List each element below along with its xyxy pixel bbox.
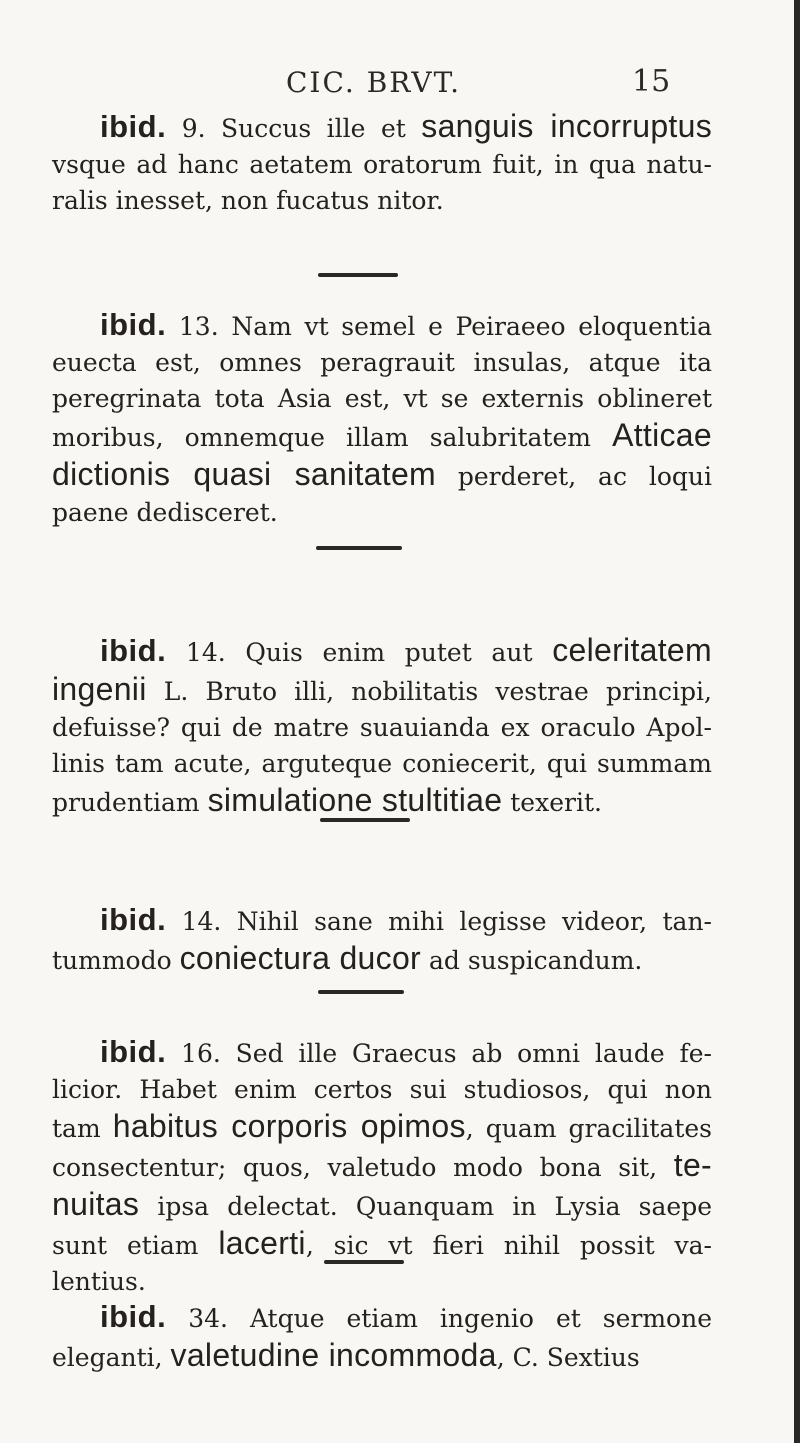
text-run: consectentur; quos, valetudo modo bona sit, xyxy=(52,1153,674,1182)
emphasized-phrase: lacerti xyxy=(218,1225,306,1261)
text-run: texerit. xyxy=(502,788,602,817)
running-title: CIC. BRVT. xyxy=(286,66,462,99)
text-run: , C. Sextius xyxy=(496,1343,640,1372)
text-line xyxy=(52,456,712,495)
text-line xyxy=(52,632,712,671)
reference-label: ibid. xyxy=(100,1034,167,1069)
text-run: 13. Nam vt semel e Peiraeeo eloquentia xyxy=(166,312,712,341)
text-line xyxy=(52,1034,712,1072)
text-run: 16. Sed ille Graecus ab omni laude fe- xyxy=(166,1039,712,1068)
text-line xyxy=(52,710,712,746)
page-header xyxy=(0,66,800,106)
text-run: eleganti, xyxy=(52,1343,171,1372)
reference-label: ibid. xyxy=(100,307,167,342)
emphasized-phrase: celeritatem xyxy=(552,632,712,668)
page-number: 15 xyxy=(632,64,671,99)
text-run: 14. Nihil sane mihi legisse videor, tan- xyxy=(166,907,712,936)
text-line xyxy=(52,1072,712,1108)
reference-label: ibid. xyxy=(100,902,167,937)
text-run: peregrinata tota Asia est, vt se externis oblineret xyxy=(52,384,712,413)
text-run: lentius. xyxy=(52,1267,146,1296)
text-line xyxy=(52,782,712,821)
reference-label: ibid. xyxy=(100,109,167,144)
text-run: , quam gracilitates xyxy=(465,1114,712,1143)
text-line xyxy=(52,307,712,345)
emphasized-phrase: nuitas xyxy=(52,1186,140,1222)
reference-label: ibid. xyxy=(100,1299,167,1334)
citation-entry xyxy=(52,108,712,219)
text-run: linis tam acute, arguteque coniecerit, qui summam xyxy=(52,749,712,778)
text-line xyxy=(52,183,712,219)
text-line xyxy=(52,1147,712,1186)
text-run: L. Bruto illi, nobilitatis vestrae principi, xyxy=(146,677,712,706)
separator-rule xyxy=(318,990,404,994)
separator-rule xyxy=(324,1260,404,1264)
text-run: defuisse? qui de matre suauianda ex oraculo Apol- xyxy=(52,713,712,742)
text-run: moribus, omnemque illam salubritatem xyxy=(52,423,613,452)
separator-rule xyxy=(316,546,402,550)
citation-entry xyxy=(52,902,712,979)
text-line xyxy=(52,1225,712,1264)
emphasized-phrase: ingenii xyxy=(52,671,147,707)
text-run: ralis inesset, non fucatus nitor. xyxy=(52,186,444,215)
text-line xyxy=(52,147,712,183)
emphasized-phrase: sanguis incorruptus xyxy=(421,108,713,144)
text-run: ad suspicandum. xyxy=(421,946,643,975)
citation-entry xyxy=(52,1299,712,1376)
text-line xyxy=(52,108,712,147)
reference-label: ibid. xyxy=(100,633,167,668)
emphasized-phrase: simulatione stultitiae xyxy=(207,782,503,818)
text-run: prudentiam xyxy=(52,788,208,817)
text-run: 34. Atque etiam ingenio et sermone xyxy=(166,1304,712,1333)
text-line xyxy=(52,1108,712,1147)
emphasized-phrase: habitus corporis opimos xyxy=(112,1108,466,1144)
text-run: perderet, ac loqui xyxy=(436,462,712,491)
text-run: 14. Quis enim putet aut xyxy=(166,638,553,667)
page-edge-shadow xyxy=(794,0,800,1443)
text-run: sunt etiam xyxy=(52,1231,219,1260)
emphasized-phrase: te- xyxy=(673,1147,712,1183)
emphasized-phrase: dictionis quasi sanitatem xyxy=(52,456,436,492)
text-run: euecta est, omnes peragrauit insulas, atque ita xyxy=(52,348,712,377)
text-run: tummodo xyxy=(52,946,180,975)
text-run: vsque ad hanc aetatem oratorum fuit, in qua natu- xyxy=(52,150,712,179)
text-line xyxy=(52,1337,712,1376)
text-line xyxy=(52,345,712,381)
text-line xyxy=(52,1186,712,1225)
text-run: licior. Habet enim certos sui studiosos, qui non xyxy=(52,1075,712,1104)
citation-entry xyxy=(52,632,712,821)
text-run: , sic vt fieri nihil possit va- xyxy=(305,1231,713,1260)
separator-rule xyxy=(318,273,398,277)
text-run: tam xyxy=(52,1114,113,1143)
text-line xyxy=(52,746,712,782)
text-line xyxy=(52,381,712,417)
text-run: 9. Succus ille et xyxy=(166,114,422,143)
text-line xyxy=(52,417,712,456)
citation-entry xyxy=(52,307,712,531)
separator-rule xyxy=(320,818,410,822)
text-line xyxy=(52,495,712,531)
text-line xyxy=(52,902,712,940)
text-run: paene dedisceret. xyxy=(52,498,278,527)
text-line xyxy=(52,671,712,710)
emphasized-phrase: coniectura ducor xyxy=(179,940,422,976)
emphasized-phrase: Atticae xyxy=(612,417,712,453)
text-line xyxy=(52,940,712,979)
text-line xyxy=(52,1299,712,1337)
emphasized-phrase: valetudine incommoda xyxy=(170,1337,497,1373)
text-line xyxy=(52,1264,712,1300)
text-run: ipsa delectat. Quanquam in Lysia saepe xyxy=(139,1192,712,1221)
